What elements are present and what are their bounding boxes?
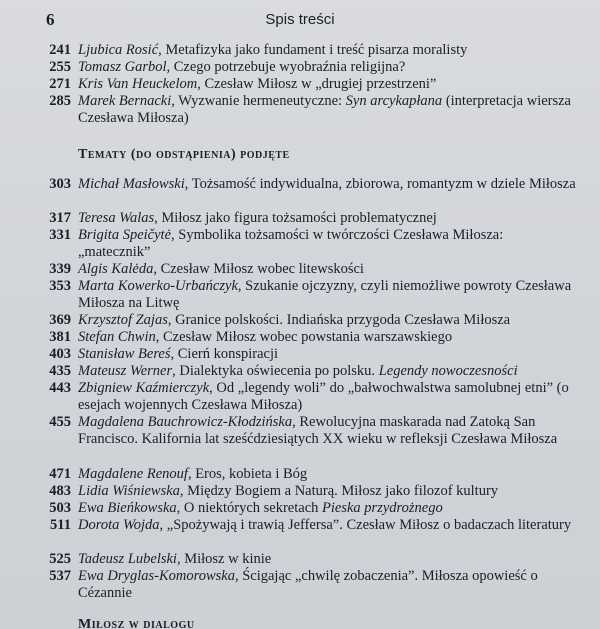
entry-title: , Dialektyka oświecenia po polsku. xyxy=(172,363,379,379)
entry-author: Tomasz Garbol xyxy=(78,59,167,75)
entry-title: , Tożsamość indywidualna, zbiorowa, romantyzm w dziele Miłosza xyxy=(184,176,576,192)
entry-title: , Czesław Miłosz w „drugiej przestrzeni” xyxy=(197,76,437,92)
entry-text xyxy=(78,363,578,380)
entry-page: 339 xyxy=(49,261,71,277)
entry-author: Kris Van Heuckelom xyxy=(78,76,198,92)
entry-page: 303 xyxy=(49,176,71,192)
section-heading: Miłosz w dialogu xyxy=(78,617,195,629)
entry-author: Magdalena Bauchrowicz-Kłodzińska xyxy=(78,414,293,430)
entry-page: 241 xyxy=(49,42,71,58)
entry-author: Michał Masłowski xyxy=(78,176,185,192)
entry-text xyxy=(78,329,578,346)
entry-title: , Eros, kobieta i Bóg xyxy=(187,466,308,482)
entry-page: 483 xyxy=(49,483,71,499)
entry-author: Mateusz Werner xyxy=(78,363,173,379)
entry-page: 435 xyxy=(49,363,71,379)
entry-author: Marek Bernacki xyxy=(78,93,172,109)
entry-title-italic: Syn arcykapłana xyxy=(345,93,443,109)
entry-text xyxy=(78,42,578,59)
entry-text xyxy=(78,312,578,329)
entry-author: Stanisław Bereś xyxy=(78,346,171,362)
entry-text xyxy=(78,278,578,312)
entry-text xyxy=(78,466,578,483)
entry-author: Teresa Walas xyxy=(78,210,155,226)
entry-page: 471 xyxy=(49,466,71,482)
entry-page: 331 xyxy=(49,227,71,243)
entry-page: 443 xyxy=(49,380,71,396)
entry-author: Ljubica Rosić xyxy=(78,42,159,58)
entry-text xyxy=(78,261,578,278)
entry-author: Magdalene Renouf xyxy=(78,466,188,482)
entry-text xyxy=(78,59,578,76)
entry-text xyxy=(78,76,578,93)
entry-title: , Wyzwanie hermeneutyczne: xyxy=(171,93,346,109)
entry-author: Stefan Chwin xyxy=(78,329,156,345)
entry-author: Ewa Dryglas-Komorowska xyxy=(78,568,235,584)
entry-title-italic: Pieska przydrożnego xyxy=(322,500,443,516)
entry-author: Tadeusz Lubelski xyxy=(78,551,177,567)
entry-title: , Od „legendy woli” do „bałwochwalstwa samolubnej etni” (o esejach wojennych Czesława Miłosza) xyxy=(78,380,569,413)
entry-page: 503 xyxy=(49,500,71,516)
entry-page: 353 xyxy=(49,278,71,294)
entry-title: , Metafizyka jako fundament i treść pisarza moralisty xyxy=(158,42,468,58)
entry-text xyxy=(78,227,578,261)
entry-author: Lidia Wiśniewska xyxy=(78,483,180,499)
entry-title: , Miłosz jako figura tożsamości problematycznej xyxy=(154,210,437,226)
entry-page: 255 xyxy=(49,59,71,75)
entry-title: , O niektórych sekretach xyxy=(176,500,323,516)
entry-text xyxy=(78,517,578,534)
entry-text xyxy=(78,551,578,568)
entry-page: 455 xyxy=(49,414,71,430)
entry-author: Brigita Speičytė xyxy=(78,227,172,243)
entry-page: 511 xyxy=(50,517,71,533)
entry-title: , Rewolucyjna maskarada nad Zatoką San Francisco. Kalifornia lat sześćdziesiątych XX wieku w refleksji Czesława Miłosza xyxy=(78,414,558,447)
entry-text xyxy=(78,483,578,500)
entry-text xyxy=(78,568,578,602)
entry-text xyxy=(78,93,578,127)
entry-author: Dorota Wojda xyxy=(78,517,160,533)
entry-page: 285 xyxy=(49,93,71,109)
entry-page: 403 xyxy=(49,346,71,362)
entry-page: 537 xyxy=(49,568,71,584)
entry-text xyxy=(78,176,578,193)
entry-author: Zbigniew Kaźmierczyk xyxy=(78,380,210,396)
entry-title: , Czesław Miłosz wobec litewskości xyxy=(153,261,364,277)
entry-page: 271 xyxy=(49,76,71,92)
entry-author: Marta Kowerko-Urbańczyk xyxy=(78,278,238,294)
entry-text xyxy=(78,500,578,517)
entry-title-rest: (interpretacja wiersza Czesława Miłosza) xyxy=(78,93,571,126)
entry-title: , Czego potrzebuje wyobraźnia religijna? xyxy=(166,59,406,75)
page-header xyxy=(0,10,600,34)
entry-title-italic: Legendy nowoczesności xyxy=(378,363,518,379)
entry-page: 525 xyxy=(49,551,71,567)
entry-text xyxy=(78,346,578,363)
entry-title: , Między Bogiem a Naturą. Miłosz jako filozof kultury xyxy=(179,483,499,499)
page-number: 6 xyxy=(46,10,55,29)
entry-author: Krzysztof Zajas xyxy=(78,312,168,328)
entry-title: , Cierń konspiracji xyxy=(170,346,279,362)
entry-page: 369 xyxy=(49,312,71,328)
entry-title: , Ścigając „chwilę zobaczenia”. Miłosza opowieść o Cézannie xyxy=(78,568,538,601)
entry-title: , Czesław Miłosz wobec powstania warszawskiego xyxy=(155,329,453,345)
entry-title: , Granice polskości. Indiańska przygoda Czesława Miłosza xyxy=(167,312,511,328)
entry-page: 317 xyxy=(49,210,71,226)
entry-title: , „Spożywają i trawią Jeffersa”. Czesław Miłosz o badaczach literatury xyxy=(159,517,572,533)
entry-page: 381 xyxy=(49,329,71,345)
entry-text xyxy=(78,414,578,448)
section-heading: Tematy (do odstąpienia) podjęte xyxy=(78,147,290,162)
entry-title: , Symbolika tożsamości w twórczości Czesława Miłosza: „matecznik” xyxy=(78,227,504,260)
entry-title: , Miłosz w kinie xyxy=(176,551,272,567)
entry-author: Ewa Bieńkowska xyxy=(78,500,177,516)
entry-text xyxy=(78,210,578,227)
entry-text xyxy=(78,380,578,414)
entry-title: , Szukanie ojczyzny, czyli niemożliwe powroty Czesława Miłosza na Litwę xyxy=(78,278,572,311)
entry-author: Algis Kalėda xyxy=(78,261,154,277)
running-title: Spis treści xyxy=(265,11,335,28)
